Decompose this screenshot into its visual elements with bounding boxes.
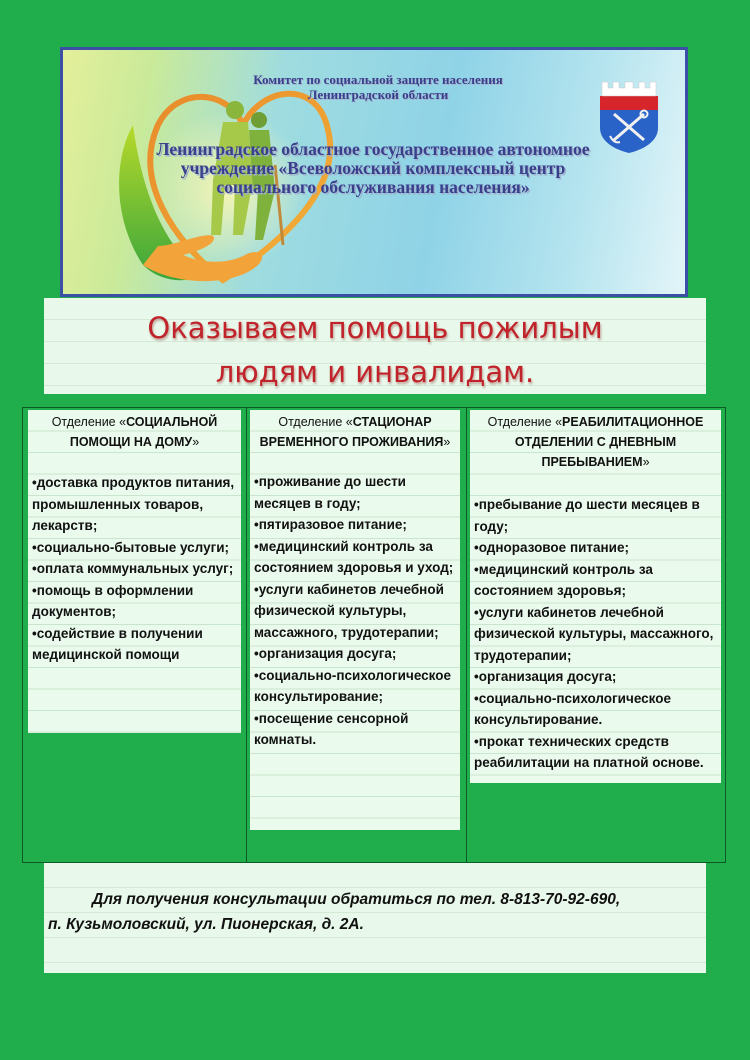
service-list: [28, 472, 241, 666]
list-item: • организация досуга;: [474, 666, 715, 688]
leningrad-oblast-coat-of-arms: [598, 80, 660, 154]
service-list: [470, 494, 721, 774]
main-title: [44, 298, 706, 394]
contact-info: [44, 863, 706, 973]
column-divider: [466, 408, 467, 862]
department-heading: Отделение «СОЦИАЛЬНОЙ ПОМОЩИ НА ДОМУ»: [51, 415, 218, 449]
list-item: • прокат технических средств реабилитации на платной основе.: [474, 731, 715, 774]
list-item: • помощь в оформлении документов;: [32, 580, 235, 623]
contact-address: п. Кузьмоловский, ул. Пионерская, д. 2А.: [48, 916, 364, 933]
list-item: • доставка продуктов питания, промышленных товаров, лекарств;: [32, 472, 235, 537]
department-rehabilitation: [470, 410, 721, 783]
service-list: [250, 471, 460, 751]
list-item: • организация досуга;: [254, 643, 454, 665]
list-item: • одноразовое питание;: [474, 537, 715, 559]
list-item: • медицинский контроль за состоянием здоровья;: [474, 559, 715, 602]
title-line-1: Оказываем помощь пожилым: [147, 311, 603, 345]
list-item: • услуги кабинетов лечебной физической культуры, массажного, трудотерапии;: [474, 602, 715, 667]
column-divider: [246, 408, 247, 862]
list-item: • пятиразовое питание;: [254, 514, 454, 536]
contact-phone: Для получения консультации обратиться по тел. 8-813-70-92-690,: [92, 891, 621, 908]
list-item: • медицинский контроль за состоянием здоровья и уход;: [254, 536, 454, 579]
title-line-2: людям и инвалидам.: [215, 355, 535, 389]
department-temporary-residence: [250, 410, 460, 830]
list-item: • пребывание до шести месяцев в году;: [474, 494, 715, 537]
list-item: • социально-психологическое консультирование.: [474, 688, 715, 731]
organization-name: Ленинградское областное государственное автономное учреждение «Всеволожский комплексный центр социального обслуживания населения»: [156, 139, 590, 197]
list-item: • проживание до шести месяцев в году;: [254, 471, 454, 514]
department-heading: Отделение «СТАЦИОНАР ВРЕМЕННОГО ПРОЖИВАНИЯ»: [259, 415, 451, 449]
list-item: • социально-бытовые услуги;: [32, 537, 235, 559]
header-banner: [60, 47, 688, 297]
department-home-help: [28, 410, 241, 733]
list-item: • посещение сенсорной комнаты.: [254, 708, 454, 751]
committee-name: Комитет по социальной защите населения Ленинградской области: [253, 72, 503, 102]
list-item: • услуги кабинетов лечебной физической культуры, массажного, трудотерапии;: [254, 579, 454, 644]
list-item: • социально-психологическое консультирование;: [254, 665, 454, 708]
list-item: • оплата коммунальных услуг;: [32, 558, 235, 580]
department-heading: Отделение «РЕАБИЛИТАЦИОННОЕ ОТДЕЛЕНИИ С ДНЕВНЫМ ПРЕБЫВАНИЕМ»: [487, 415, 704, 469]
list-item: • содействие в получении медицинской помощи: [32, 623, 235, 666]
